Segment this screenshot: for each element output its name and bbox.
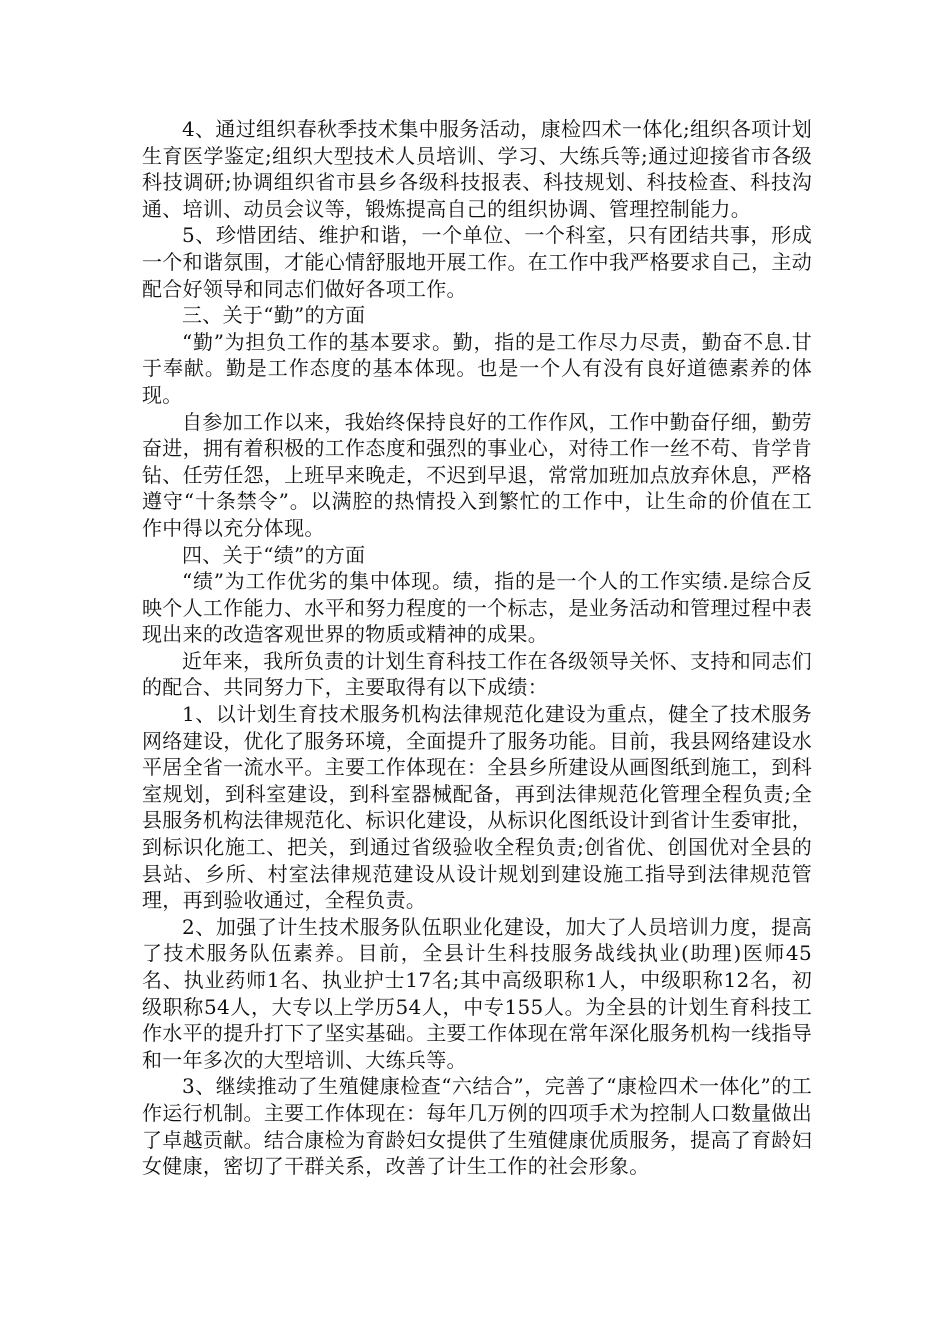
- paragraph-item-5: 5、珍惜团结、维护和谐，一个单位、一个科室，只有团结共事，形成一个和谐氛围，才能心情舒服地开展工作。在工作中我严格要求自己，主动配合好领导和同志们做好各项工作。: [142, 223, 812, 301]
- paragraph-qin-practice: 自参加工作以来，我始终保持良好的工作作风，工作中勤奋仔细，勤劳奋进，拥有着积极的工作态度和强烈的事业心，对待工作一丝不苟、肯学肯钻、任劳任怨，上班早来晚走，不迟到早退，常常加班加点放弃休息，严格遵守“十条禁令”。以满腔的热情投入到繁忙的工作中，让生命的价值在工作中得以充分体现。: [142, 409, 812, 540]
- section-heading-ji: 四、关于“绩”的方面: [182, 542, 366, 567]
- paragraph-achievement-2: 2、加强了计生技术服务队伍职业化建设，加大了人员培训力度，提高了技术服务队伍素养。目前，全县计生科技服务战线执业(助理)医师45名、执业药师1名、执业护士17名;其中高级职称1人，中级职称12名，初级职称54人，大专以上学历54人，中专155人。为全县的计划生育科技工作水平的提升打下了坚实基础。主要工作体现在常年深化服务机构一线指导和一年多次的大型培训、大练兵等。: [142, 914, 812, 1072]
- paragraph-ji-definition: “绩”为工作优劣的集中体现。绩，指的是一个人的工作实绩.是综合反映个人工作能力、水平和努力程度的一个标志，是业务活动和管理过程中表现出来的改造客观世界的物质或精神的成果。: [142, 569, 812, 647]
- section-heading-qin: 三、关于“勤”的方面: [182, 303, 366, 328]
- document-body: [142, 116, 812, 1180]
- paragraph-achievement-1: 1、以计划生育技术服务机构法律规范化建设为重点，健全了技术服务网络建设，优化了服务环境，全面提升了服务功能。目前，我县网络建设水平居全省一流水平。主要工作体现在：全县乡所建设从画图纸到施工，到科室规划，到科室建设，到科室器械配备，再到法律规范化管理全程负责;全县服务机构法律规范化、标识化建设，从标识化图纸设计到省计生委审批，到标识化施工、把关，到通过省级验收全程负责;创省优、创国优对全县的县站、乡所、村室法律规范建设从设计规划到建设施工指导到法律规范管理，再到验收通过，全程负责。: [142, 702, 812, 913]
- paragraph-achievement-3: 3、继续推动了生殖健康检查“六结合”，完善了“康检四术一体化”的工作运行机制。主要工作体现在：每年几万例的四项手术为控制人口数量做出了卓越贡献。结合康检为育龄妇女提供了生殖健康优质服务，提高了育龄妇女健康，密切了干群关系，改善了计生工作的社会形象。: [142, 1074, 812, 1179]
- paragraph-qin-definition: “勤”为担负工作的基本要求。勤，指的是工作尽力尽责，勤奋不息.甘于奉献。勤是工作态度的基本体现。也是一个人有没有良好道德素养的体现。: [142, 329, 812, 407]
- paragraph-achievements-intro: 近年来，我所负责的计划生育科技工作在各级领导关怀、支持和同志们的配合、共同努力下，主要取得有以下成绩：: [142, 648, 812, 700]
- paragraph-item-4: 4、通过组织春秋季技术集中服务活动，康检四术一体化;组织各项计划生育医学鉴定;组织大型技术人员培训、学习、大练兵等;通过迎接省市各级科技调研;协调组织省市县乡各级科技报表、科技规划、科技检查、科技沟通、培训、动员会议等，锻炼提高自己的组织协调、管理控制能力。: [142, 117, 812, 221]
